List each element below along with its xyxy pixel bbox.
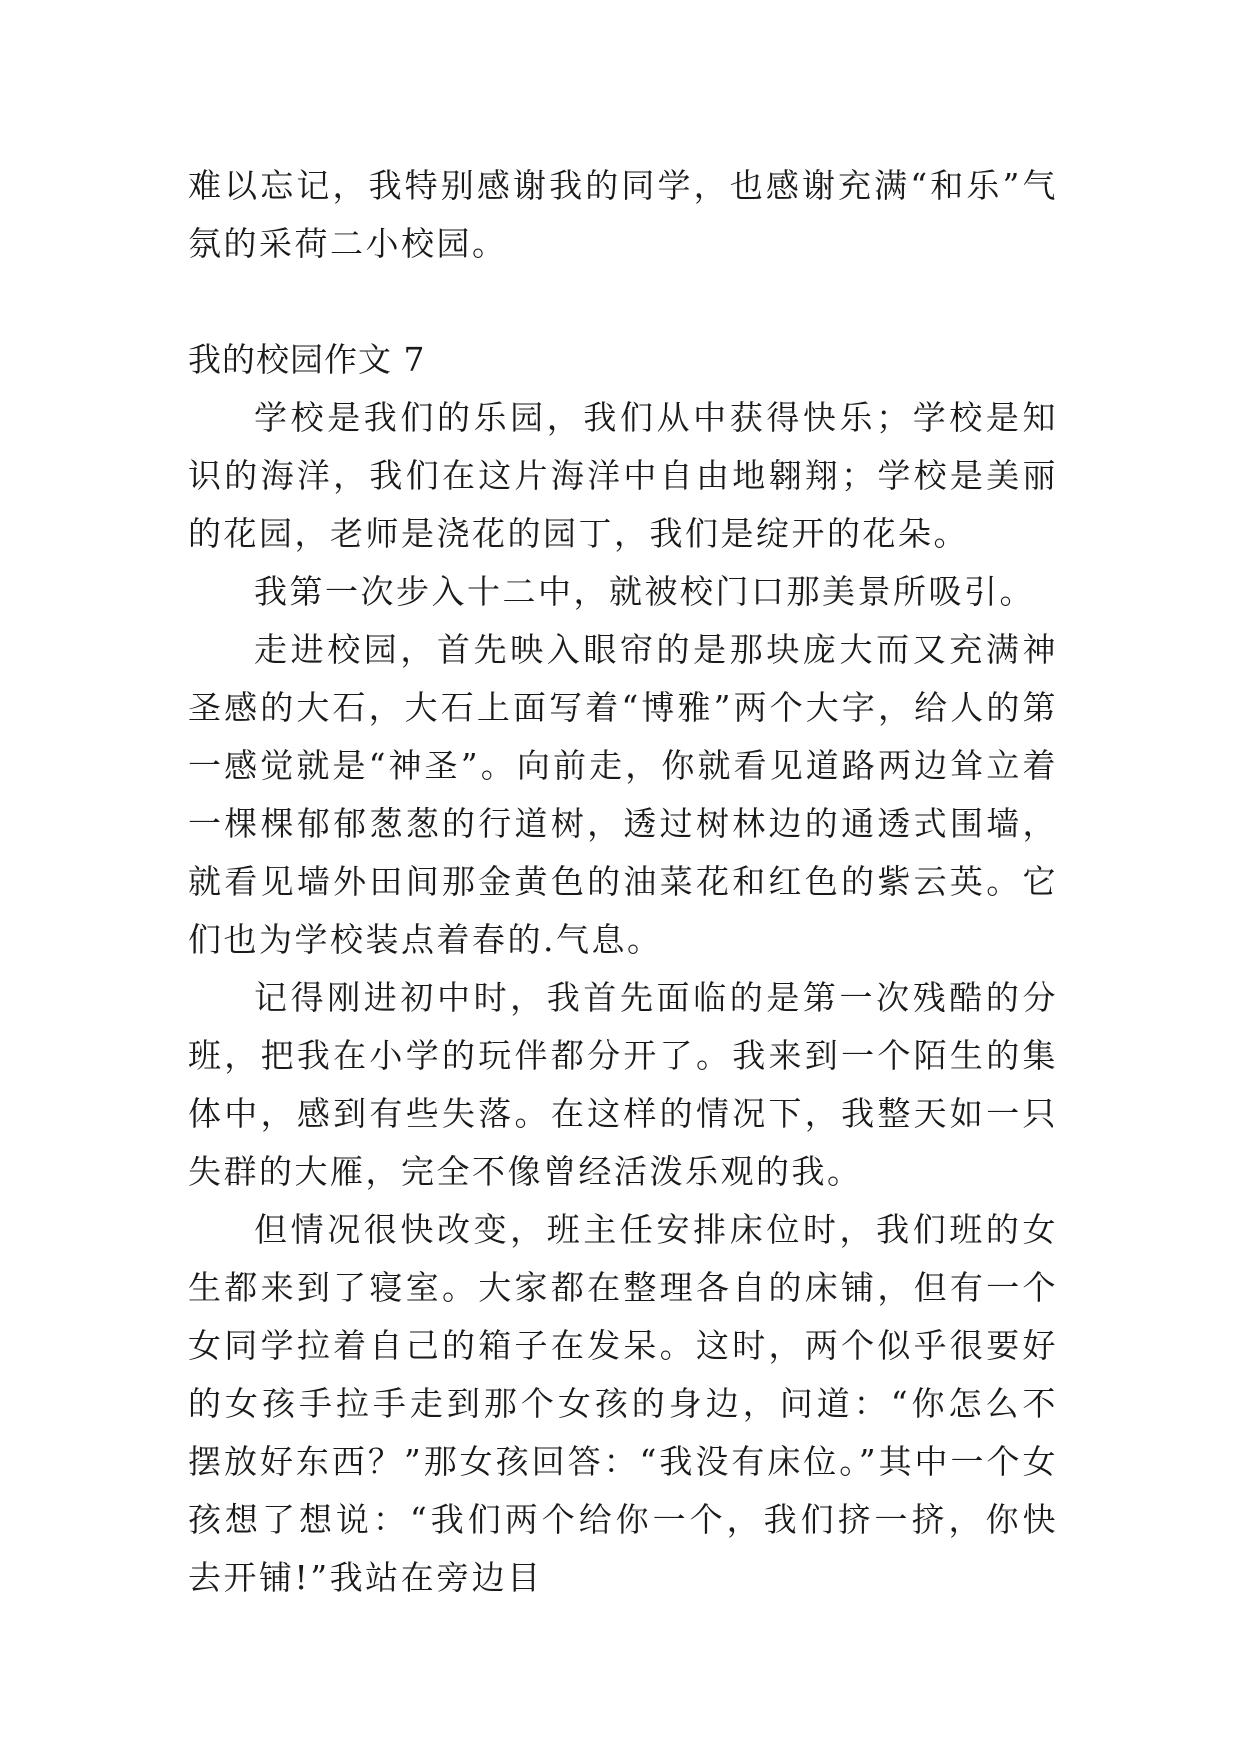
section-title: 我的校园作文 7 — [188, 340, 426, 379]
intro-paragraph: 难以忘记，我特别感谢我的同学，也感谢充满“和乐”气氛的采荷二小校园。 — [188, 166, 1058, 263]
paragraph-1: 学校是我们的乐园，我们从中获得快乐；学校是知识的海洋，我们在这片海洋中自由地翱翔；学校是美丽的花园，老师是浇花的园丁，我们是绽开的花朵。 — [188, 398, 1058, 553]
paragraph-4: 记得刚进初中时，我首先面临的是第一次残酷的分班，把我在小学的玩伴都分开了。我来到一个陌生的集体中，感到有些失落。在这样的情况下，我整天如一只失群的大雁，完全不像曾经活泼乐观的我。 — [188, 978, 1058, 1191]
paragraph-5: 但情况很快改变，班主任安排床位时，我们班的女生都来到了寝室。大家都在整理各自的床铺，但有一个女同学拉着自己的箱子在发呆。这时，两个似乎很要好的女孩手拉手走到那个女孩的身边，问道：“你怎么不摆放好东西？”那女孩回答：“我没有床位。”其中一个女孩想了想说：“我们两个给你一个，我们挤一挤，你快去开铺!”我站在旁边目 — [188, 1210, 1058, 1597]
document-body — [188, 157, 1058, 1607]
paragraph-2: 我第一次步入十二中，就被校门口那美景所吸引。 — [254, 572, 1035, 611]
paragraph-3: 走进校园，首先映入眼帘的是那块庞大而又充满神圣感的大石，大石上面写着“博雅”两个大字，给人的第一感觉就是“神圣”。向前走，你就看见道路两边耸立着一棵棵郁郁葱葱的行道树，透过树林边的通透式围墙，就看见墙外田间那金黄色的油菜花和红色的紫云英。它们也为学校装点着春的.气息。 — [188, 630, 1058, 959]
